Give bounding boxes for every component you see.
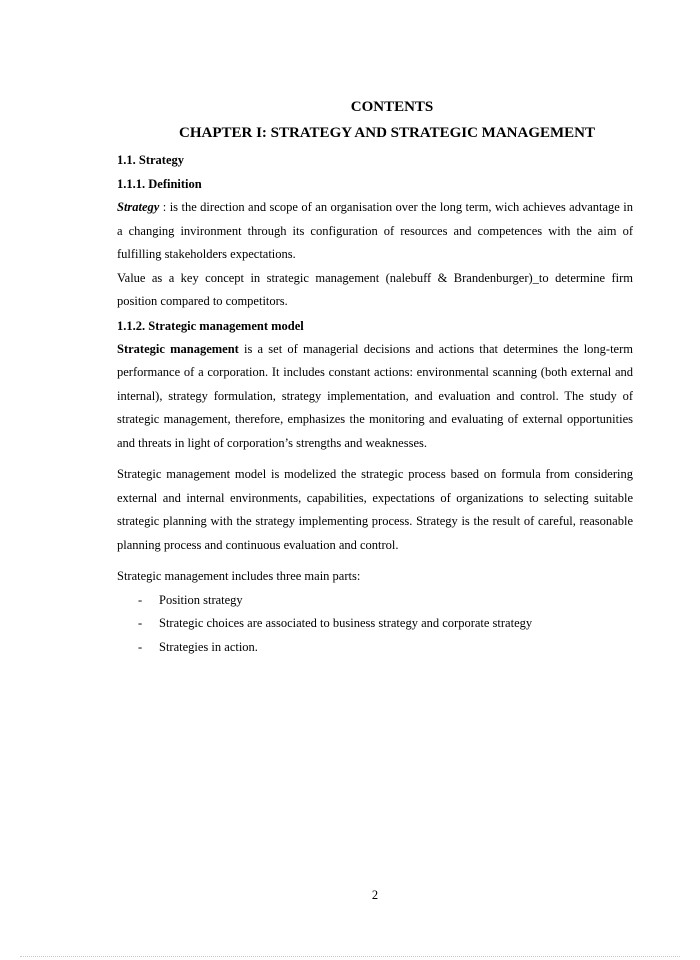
bullet-dash: - [138, 616, 143, 630]
list-item [117, 589, 633, 613]
list-item-text: Strategies in action. [159, 639, 258, 654]
definition-text: : is the direction and scope of an organisation over the long term, wich achieves advantage in a changing invironment through its configuration of resources and competences with the aim of fulfilling stakeholders expectations. [117, 200, 633, 261]
bullet-dash: - [138, 639, 143, 654]
definition-term: Strategy [117, 200, 160, 214]
definition-paragraph [117, 196, 633, 267]
model-paragraph: Strategic management model is modelized the strategic process based on formula from considering external and internal environments, capabilities, expectations of organizations to selecting suitable strategic planning with the strategy implementing process. Strategy is the result of careful, reasonable planning process and continuous evaluation and control. [117, 467, 633, 552]
chapter-heading: CHAPTER I: STRATEGY AND STRATEGIC MANAGEMENT [178, 125, 595, 141]
section-heading-strategy: 1.1. Strategy [117, 153, 184, 167]
page-number: 2 [371, 888, 379, 902]
page-bottom-divider [20, 956, 680, 957]
value-paragraph: Value as a key concept in strategic management (nalebuff & Brandenburger)_to determine firm position compared to competitors. [117, 270, 633, 308]
subsection-heading-model: 1.1.2. Strategic management model [117, 318, 304, 333]
list-item [117, 612, 633, 636]
strategic-management-paragraph [117, 338, 633, 456]
list-item [117, 636, 633, 660]
subsection-heading-definition: 1.1.1. Definition [117, 177, 202, 191]
strategic-management-text: is a set of managerial decisions and actions that determines the long-term performance of a corporation. It includes constant actions: environmental scanning (both external and internal), strategy formulation, strategy implementation, and evaluation and control. The study of strategic management, therefore, emphasizes the monitoring and evaluating of external opportunities and threats in light of corporation’s strengths and weaknesses. [117, 341, 633, 450]
parts-list [117, 589, 633, 660]
parts-intro: Strategic management includes three main parts: [117, 569, 361, 583]
list-item-text: Position strategy [159, 592, 243, 607]
page-content [117, 96, 633, 659]
bullet-dash: - [138, 592, 143, 607]
list-item-text: Strategic choices are associated to business strategy and corporate strategy [159, 616, 533, 630]
page-title: CONTENTS [350, 99, 434, 115]
strategic-management-term: Strategic management [117, 341, 239, 356]
